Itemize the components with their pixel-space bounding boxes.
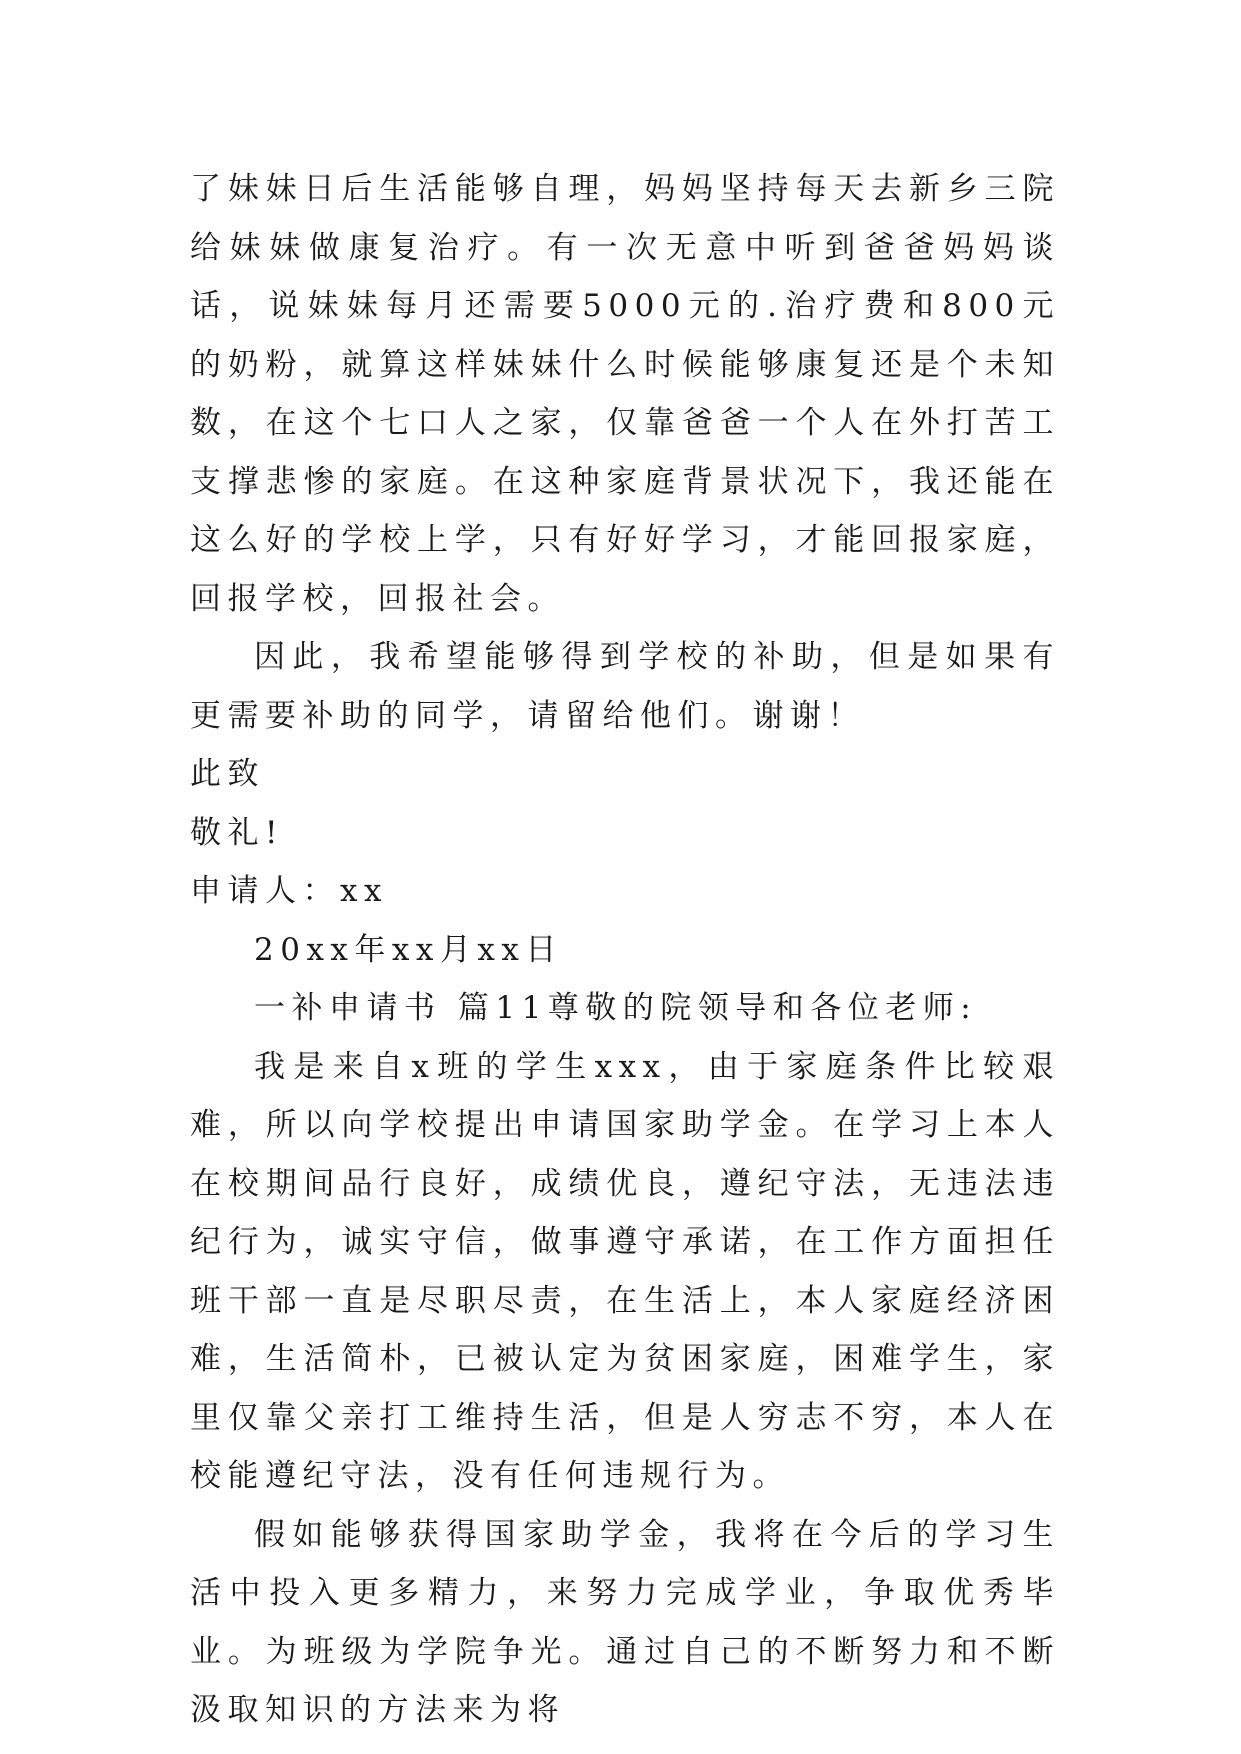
paragraph-continuation: 了妹妹日后生活能够自理，妈妈坚持每天去新乡三院给妹妹做康复治疗。有一次无意中听到爸爸妈妈谈话，说妹妹每月还需要5000元的.治疗费和800元的奶粉，就算这样妹妹什么时候能够康复还是个未知数，在这个七口人之家，仅靠爸爸一个人在外打苦工支撑悲惨的家庭。在这种家庭背景状况下，我还能在这么好的学校上学，只有好好学习，才能回报家庭，回报学校，回报社会。: [190, 171, 1060, 617]
applicant-signature: 申请人：xx: [190, 873, 388, 909]
closing-phrase: 此致: [190, 756, 265, 792]
document-body: [190, 160, 1060, 1740]
next-letter-heading: 一补申请书 篇11尊敬的院领导和各位老师:: [254, 990, 978, 1026]
salutation: 敬礼!: [190, 814, 284, 851]
paragraph-request: 因此，我希望能够得到学校的补助，但是如果有更需要补助的同学，请留给他们。谢谢！: [190, 639, 1060, 734]
paragraph-commitment: 假如能够获得国家助学金，我将在今后的学习生活中投入更多精力，来努力完成学业，争取优秀毕业。为班级为学院争光。通过自己的不断努力和不断汲取知识的方法来为将: [190, 1516, 1060, 1728]
paragraph-introduction: 我是来自x班的学生xxx，由于家庭条件比较艰难，所以向学校提出申请国家助学金。在学习上本人在校期间品行良好，成绩优良，遵纪守法，无违法违纪行为，诚实守信，做事遵守承诺，在工作方面担任班干部一直是尽职尽责，在生活上，本人家庭经济困难，生活简朴，已被认定为贫困家庭，困难学生，家里仅靠父亲打工维持生活，但是人穷志不穷，本人在校能遵纪守法，没有任何违规行为。: [190, 1048, 1060, 1494]
application-date: 20xx年xx月xx日: [254, 931, 563, 968]
